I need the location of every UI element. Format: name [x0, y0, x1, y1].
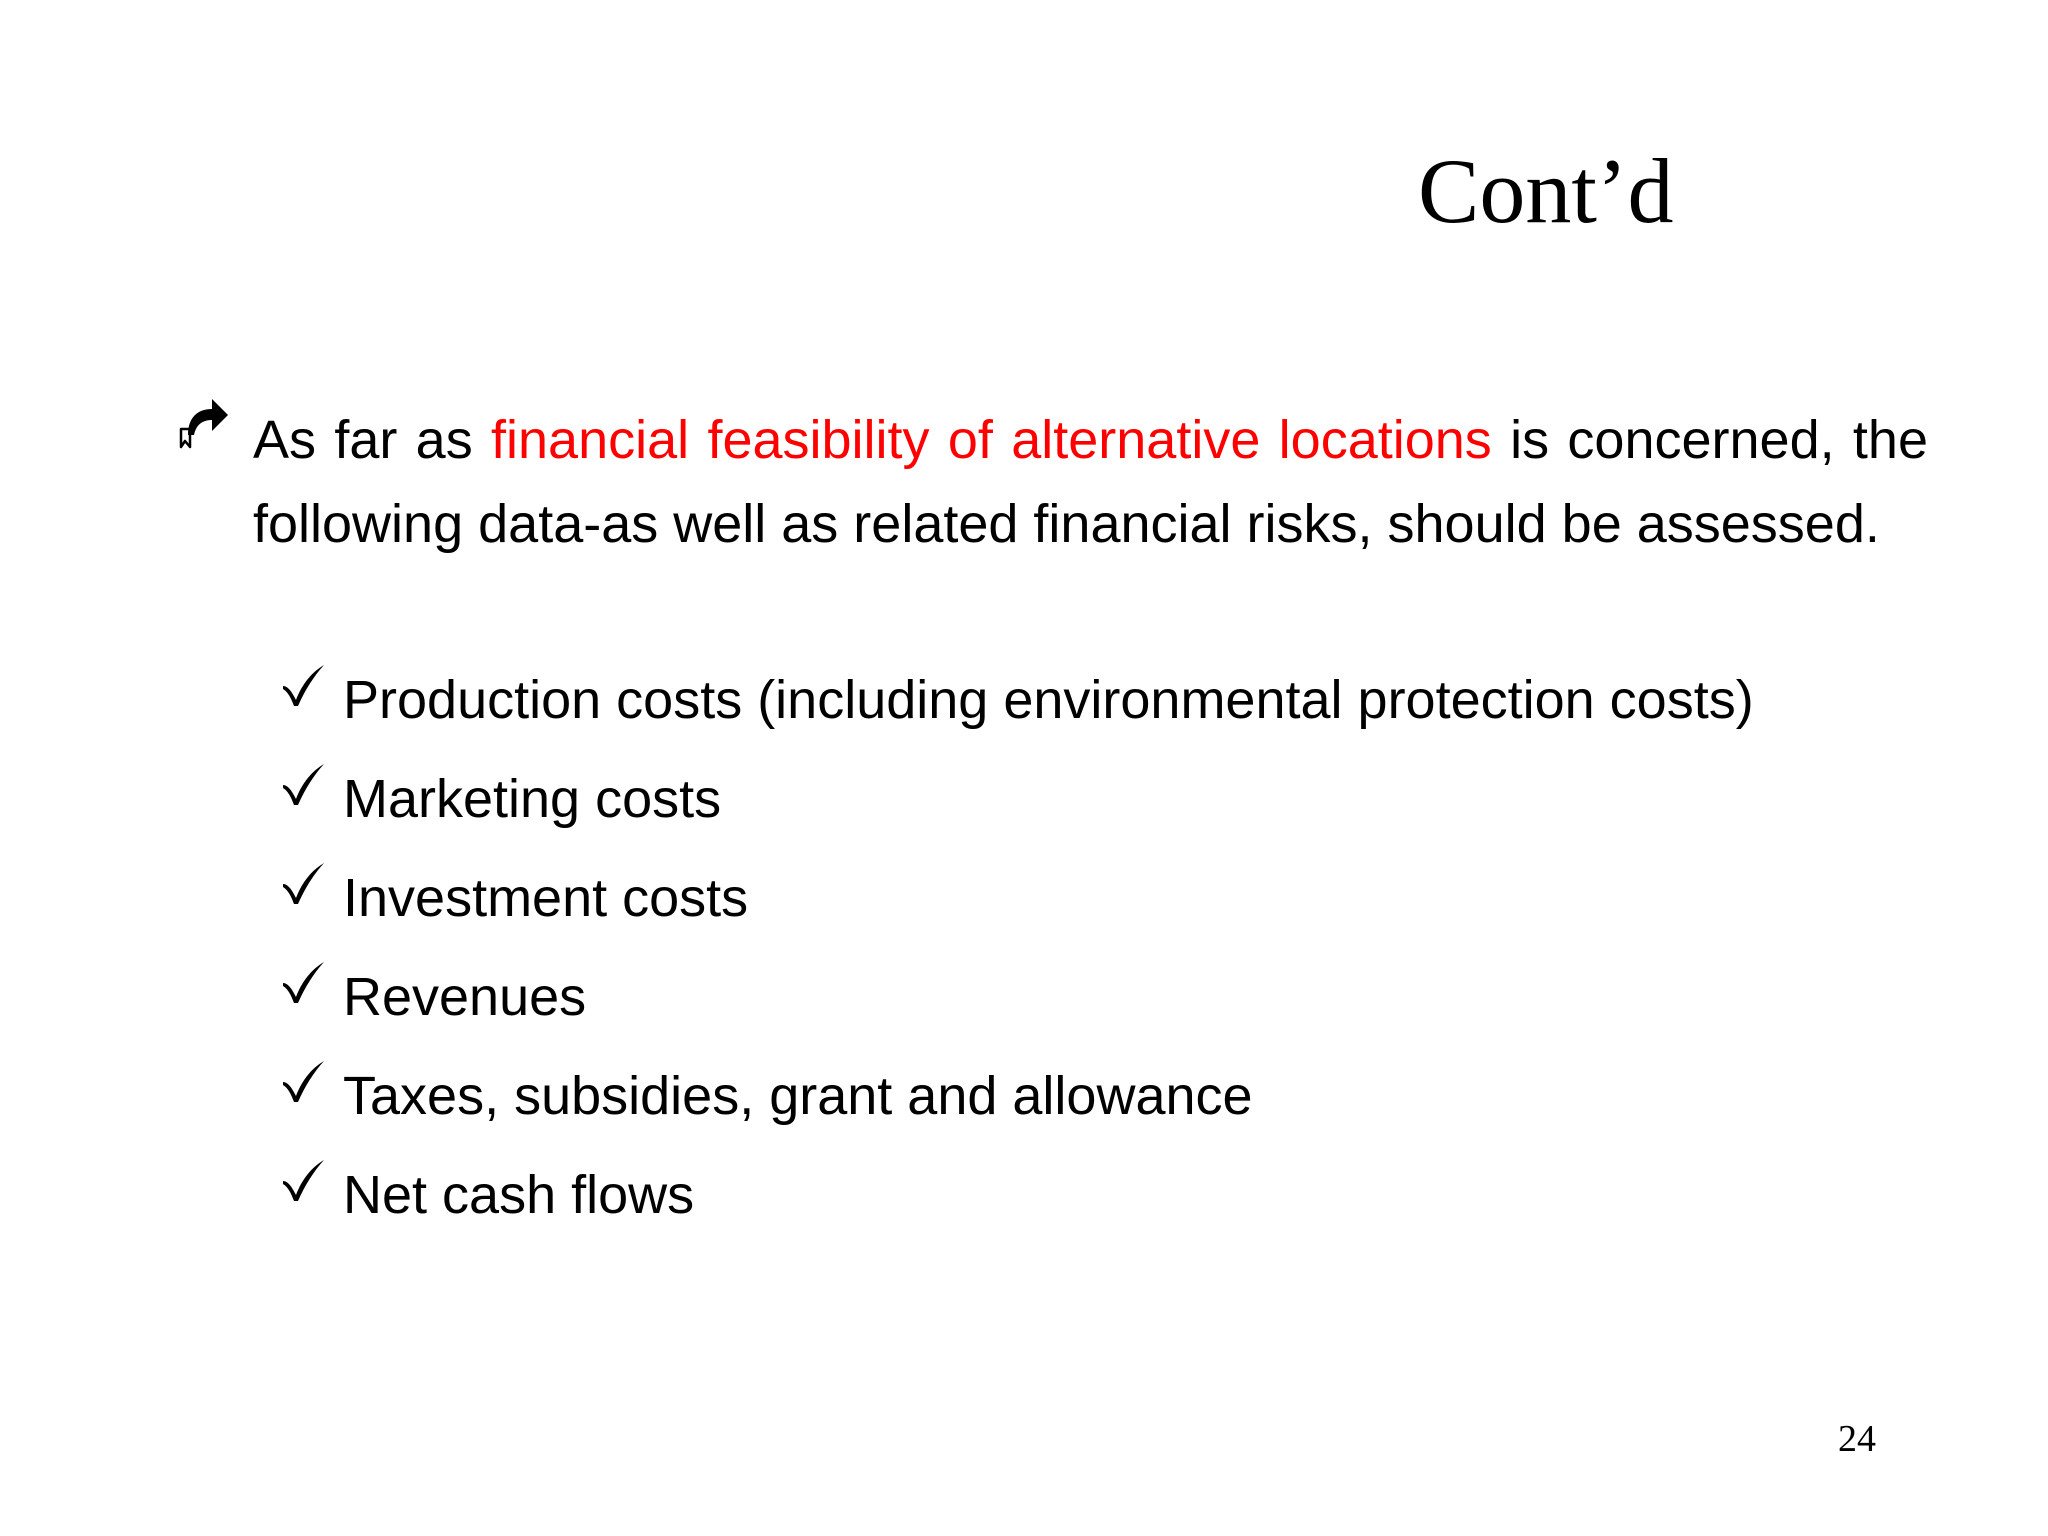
list-item: [280, 658, 1928, 742]
sub-bullet-list: [280, 658, 1928, 1252]
sub-item-text: Net cash flows: [343, 1165, 695, 1225]
main-bullet-text: [253, 398, 1928, 566]
list-item: [280, 1054, 1928, 1138]
sub-item-text: Investment costs: [343, 868, 749, 928]
list-item: [280, 1153, 1928, 1237]
curved-arrow-bullet-icon: [178, 393, 230, 449]
sub-item-text: Production costs (including environmental protection costs): [343, 670, 1754, 730]
checkmark-icon: [280, 1058, 326, 1104]
checkmark-icon: [280, 1157, 326, 1203]
page-number: 24: [1838, 1418, 1876, 1460]
list-item: [280, 757, 1928, 841]
sub-item-text: Marketing costs: [343, 769, 722, 829]
checkmark-icon: [280, 860, 326, 906]
list-item: [280, 856, 1928, 940]
main-text-before: As far as: [253, 410, 492, 470]
checkmark-icon: [280, 761, 326, 807]
checkmark-icon: [280, 662, 326, 708]
slide-title: Cont’d: [1418, 140, 1674, 242]
sub-item-text: Revenues: [343, 967, 587, 1027]
checkmark-icon: [280, 959, 326, 1005]
main-text-highlight: financial feasibility of alternative locations: [491, 410, 1492, 470]
sub-item-text: Taxes, subsidies, grant and allowance: [343, 1066, 1253, 1126]
main-text-after: is concerned, the following data-as well as related financial risks, should be assessed.: [253, 410, 1928, 554]
list-item: [280, 955, 1928, 1039]
